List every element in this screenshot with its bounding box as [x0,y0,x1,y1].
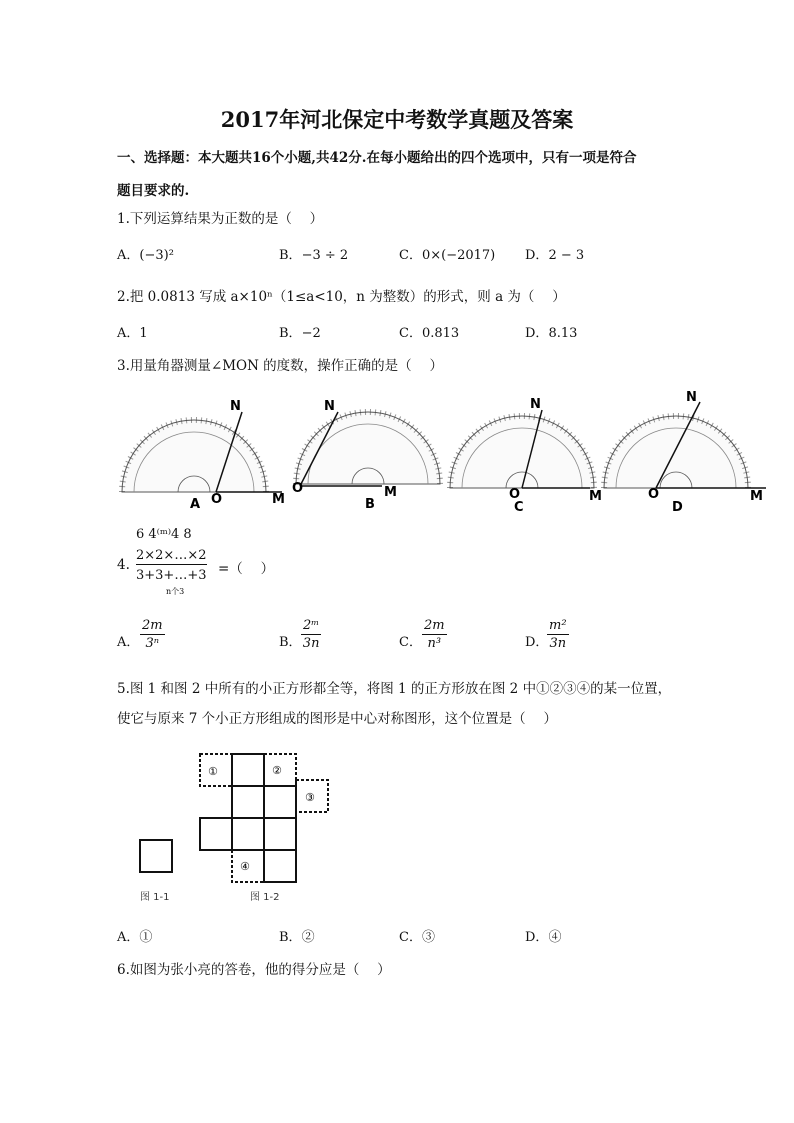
figure-label-d: D [672,500,683,515]
figure-label-b: B [365,497,375,512]
protractor-a [122,420,266,492]
protractor-c [450,416,594,488]
option-d[interactable]: D．④ [525,930,562,945]
option-b[interactable]: B．−3 ÷ 2 [279,248,349,263]
figure-label-c: C [514,500,524,515]
question-4-numerator: 2×2×…×2 [136,548,207,563]
point-m-label: M [750,489,763,504]
point-o-label: O [648,487,660,502]
option-c[interactable]: C．0×(−2017) [399,248,496,263]
figure-label-a: A [190,497,201,512]
option-d[interactable]: D．8.13 [525,326,578,341]
question-4-denominator-note: n个3 [166,587,185,596]
option-c[interactable]: C．③ [399,930,435,945]
question-4-suffix: =（ ） [218,561,275,577]
protractor-figures [110,390,790,520]
question-1-stem: 1.下列运算结果为正数的是（ ） [117,211,324,227]
protractor-figure-a[interactable] [122,399,285,512]
option-b[interactable]: B．② [279,930,315,945]
question-6-stem: 6.如图为张小亮的答卷，他的得分应是（ ） [117,962,391,978]
point-o-label: O [292,481,304,496]
page-title: 2017年河北保定中考数学真题及答案 [220,107,574,132]
option-b[interactable]: $\frac{\text{2ᵐ}}{3n}$ [302,618,320,651]
figure-1-square [140,840,172,872]
position-3-mark: ③ [305,791,315,804]
point-n-label: N [530,397,541,412]
option-a[interactable]: A．1 [117,326,148,341]
question-5-stem-line1: 5.图 1 和图 2 中所有的小正方形都全等，将图 1 的正方形放在图 2 中①②③④的某一位置， [117,681,672,697]
option-d[interactable]: D．2 − 3 [525,248,585,263]
option-d[interactable]: $\frac{\text{m²}}{3n}$ [549,618,567,651]
option-a[interactable]: $\frac{2m}{\text{3ⁿ}}$ [142,618,163,651]
point-n-label: N [324,399,335,414]
question-4-numerator-top: 6 4⁽ᵐ⁾4 8 [136,527,192,542]
point-n-label: N [230,399,241,414]
section-heading-line2: 题目要求的. [117,183,190,199]
square-figures [130,748,370,908]
point-m-label: M [589,489,602,504]
point-n-label: N [686,390,697,405]
option-a[interactable]: A．(−3)² [117,248,174,263]
question-5-stem-line2: 使它与原来 7 个小正方形组成的图形是中心对称图形，这个位置是（ ） [117,711,557,727]
protractor-figure-c[interactable] [450,397,602,515]
option-a[interactable]: A．① [117,930,153,945]
figure-1-label: 图 1-1 [140,892,170,903]
question-4-denominator: 3+3+…+3 [136,568,207,583]
point-m-label: M [272,492,285,507]
option-c[interactable]: C．0.813 [399,326,460,341]
protractor-d [604,416,748,488]
protractor-figure-b[interactable] [292,399,440,512]
option-b-label: B． [279,635,302,650]
section-heading-line1: 一、选择题：本大题共16个小题,共42分.在每小题给出的四个选项中，只有一项是符合 [117,150,637,166]
point-o-label: O [509,487,521,502]
option-b[interactable]: B．−2 [279,326,321,341]
question-2-stem: 2.把 0.0813 写成 a×10ⁿ（1≤a<10，n 为整数）的形式，则 a 为（ ） [117,289,566,305]
question-3-stem: 3.用量角器测量∠MON 的度数，操作正确的是（ ） [117,358,443,374]
option-d-label: D． [525,635,549,650]
option-a-label: A． [117,635,140,650]
question-4-prefix: 4. [117,557,130,573]
protractor-b [296,412,440,484]
point-o-label: O [211,492,223,507]
protractor-figure-d[interactable] [604,390,766,515]
position-2-mark: ② [272,764,282,777]
point-m-label: M [384,485,397,500]
position-1-mark: ① [208,765,218,778]
option-c-label: C． [399,635,422,650]
position-4-mark: ④ [240,860,250,873]
option-c[interactable]: $\frac{2m}{\text{n³}}$ [424,618,445,651]
figure-2-label: 图 1-2 [250,892,280,903]
